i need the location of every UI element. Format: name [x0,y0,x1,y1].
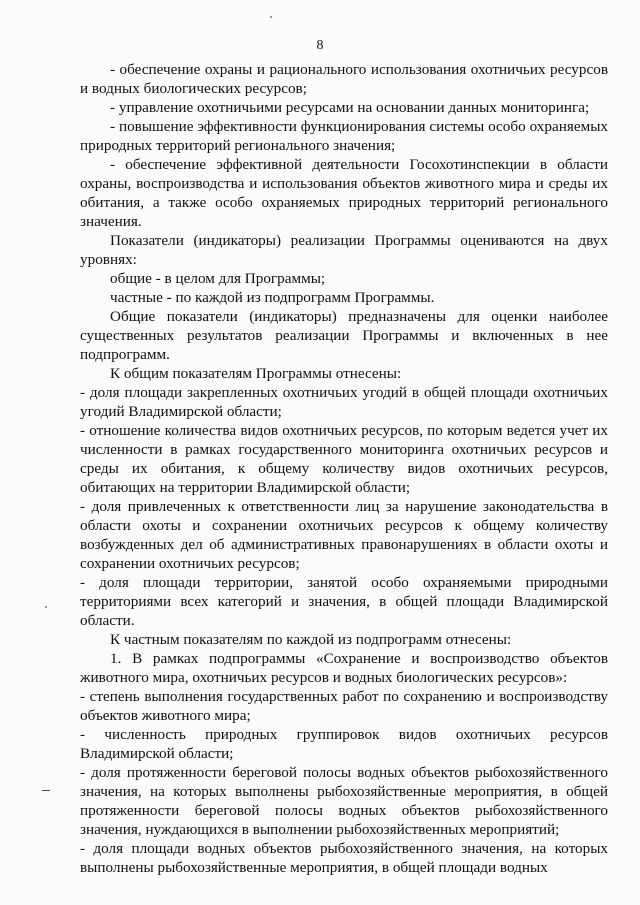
paragraph: - доля привлеченных к ответственности лиц за нарушение законодательства в области охоты и сохранении охотничьих ресурсов к общему количеству возбужденных дел об административных правонарушениях в области охоты и сохранении охотничьих ресурсов; [80,498,608,572]
paragraph: частные - по каждой из подпрограмм Программы. [110,289,435,306]
paragraph: Общие показатели (индикаторы) предназначены для оценки наиболее существенных результатов реализации Программы и включенных в нее подпрограмм. [80,308,608,363]
paragraph: общие - в целом для Программы; [110,270,326,287]
paragraph: - отношение количества видов охотничьих ресурсов, по которым ведется учет их численности в рамках государственного мониторинга охотничьих ресурсов и среды их обитания, к общему количеству видов охотничьих ресурсов, обитающих на территории Владимирской области; [80,422,608,496]
paragraph: - доля площади водных объектов рыбохозяйственного значения, на которых выполнены рыбохозяйственные мероприятия, в общей площади водных [80,840,608,876]
margin-mark [42,790,50,791]
paragraph: - доля площади закрепленных охотничьих угодий в общей площади охотничьих угодий Владимирской области; [80,384,608,420]
scan-speck [45,606,47,608]
paragraph: - повышение эффективности функционирования системы особо охраняемых природных территорий регионального значения; [80,118,608,154]
paragraph: - численность природных группировок видов охотничьих ресурсов Владимирской области; [80,726,608,762]
scan-speck [270,16,272,18]
document-body [80,60,608,877]
paragraph: - доля площади территории, занятой особо охраняемыми природными территориями всех категорий и значения, в общей площади Владимирской области. [80,574,608,629]
paragraph: 1. В рамках подпрограммы «Сохранение и воспроизводство объектов животного мира, охотничьих ресурсов и водных биологических ресурсов»: [80,650,608,686]
paragraph: - обеспечение охраны и рационального использования охотничьих ресурсов и водных биологических ресурсов; [80,61,608,97]
paragraph: - доля протяженности береговой полосы водных объектов рыбохозяйственного значения, на которых выполнены рыбохозяйственные мероприятия, в общей протяженности береговой полосы водных объектов рыбохозяйственного значения, нуждающихся в выполнении рыбохозяйственных мероприятий; [80,764,608,838]
page-number: 8 [316,38,324,53]
paragraph: К частным показателям по каждой из подпрограмм отнесены: [110,631,512,648]
paragraph: - управление охотничьими ресурсами на основании данных мониторинга; [110,99,590,116]
paragraph: К общим показателям Программы отнесены: [110,365,402,382]
paragraph: - степень выполнения государственных работ по сохранению и воспроизводству объектов животного мира; [80,688,608,724]
paragraph: - обеспечение эффективной деятельности Госохотинспекции в области охраны, воспроизводства и использования объектов животного мира и среды их обитания, а также особо охраняемых природных территорий регионального значения. [80,156,608,230]
paragraph: Показатели (индикаторы) реализации Программы оцениваются на двух уровнях: [80,232,608,268]
